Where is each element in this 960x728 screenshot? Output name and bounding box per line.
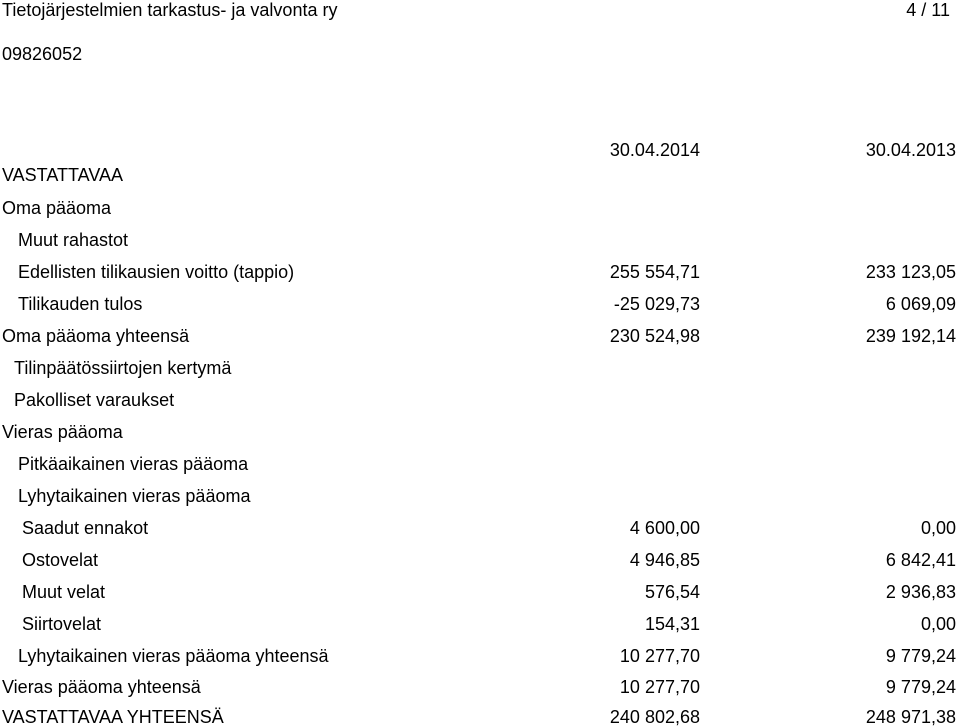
business-id: 09826052 [2, 44, 83, 64]
row-value-2013: 6 069,09 [885, 294, 956, 314]
row-label-tilikauden-tulos: Tilikauden tulos [18, 294, 143, 314]
page-number: 4 / 11 [906, 0, 950, 20]
row-value-2014: 4 946,85 [629, 550, 700, 570]
row-value-2013: 248 971,38 [865, 707, 956, 727]
row-value-2013: 6 842,41 [885, 550, 956, 570]
row-label-vieras-paaoma: Vieras pääoma [2, 422, 123, 442]
row-label-vieras-paaoma-yhteensa: Vieras pääoma yhteensä [2, 677, 201, 697]
column-header-2013: 30.04.2013 [865, 140, 956, 160]
row-label-oma-paaoma-yhteensa: Oma pääoma yhteensä [2, 326, 190, 346]
row-label-ostovelat: Ostovelat [22, 550, 99, 570]
row-value-2013: 0,00 [920, 614, 956, 634]
row-value-2013: 239 192,14 [865, 326, 956, 346]
row-label-edellisten-tilikausien: Edellisten tilikausien voitto (tappio) [18, 262, 295, 282]
row-label-vastattavaa-yhteensa: VASTATTAVAA YHTEENSÄ [2, 707, 224, 727]
row-value-2013: 9 779,24 [885, 646, 956, 666]
row-value-2014: 10 277,70 [619, 677, 700, 697]
row-label-tilinpaatossiirtojen: Tilinpäätössiirtojen kertymä [14, 358, 232, 378]
document-title: Tietojärjestelmien tarkastus- ja valvonta ry [2, 0, 338, 20]
row-value-2014: 10 277,70 [619, 646, 700, 666]
row-label-muut-velat: Muut velat [22, 582, 106, 602]
row-label-siirtovelat: Siirtovelat [22, 614, 102, 634]
row-label-lyhytaikainen: Lyhytaikainen vieras pääoma [18, 486, 251, 506]
row-value-2013: 9 779,24 [885, 677, 956, 697]
column-header-2014: 30.04.2014 [609, 140, 700, 160]
row-value-2014: 255 554,71 [609, 262, 700, 282]
row-label-vastattavaa: VASTATTAVAA [2, 165, 124, 185]
row-value-2014: 230 524,98 [609, 326, 700, 346]
row-label-oma-paaoma: Oma pääoma [2, 198, 112, 218]
row-value-2014: -25 029,73 [613, 294, 700, 314]
row-label-lyhytaikainen-yhteensa: Lyhytaikainen vieras pääoma yhteensä [18, 646, 329, 666]
row-label-saadut-ennakot: Saadut ennakot [22, 518, 149, 538]
row-value-2014: 4 600,00 [629, 518, 700, 538]
row-value-2013: 233 123,05 [865, 262, 956, 282]
row-value-2014: 240 802,68 [609, 707, 700, 727]
row-value-2014: 154,31 [644, 614, 700, 634]
row-value-2014: 576,54 [644, 582, 700, 602]
row-value-2013: 0,00 [920, 518, 956, 538]
row-label-pitkaaikainen: Pitkäaikainen vieras pääoma [18, 454, 249, 474]
row-label-pakolliset-varaukset: Pakolliset varaukset [14, 390, 175, 410]
row-label-muut-rahastot: Muut rahastot [18, 230, 129, 250]
row-value-2013: 2 936,83 [885, 582, 956, 602]
